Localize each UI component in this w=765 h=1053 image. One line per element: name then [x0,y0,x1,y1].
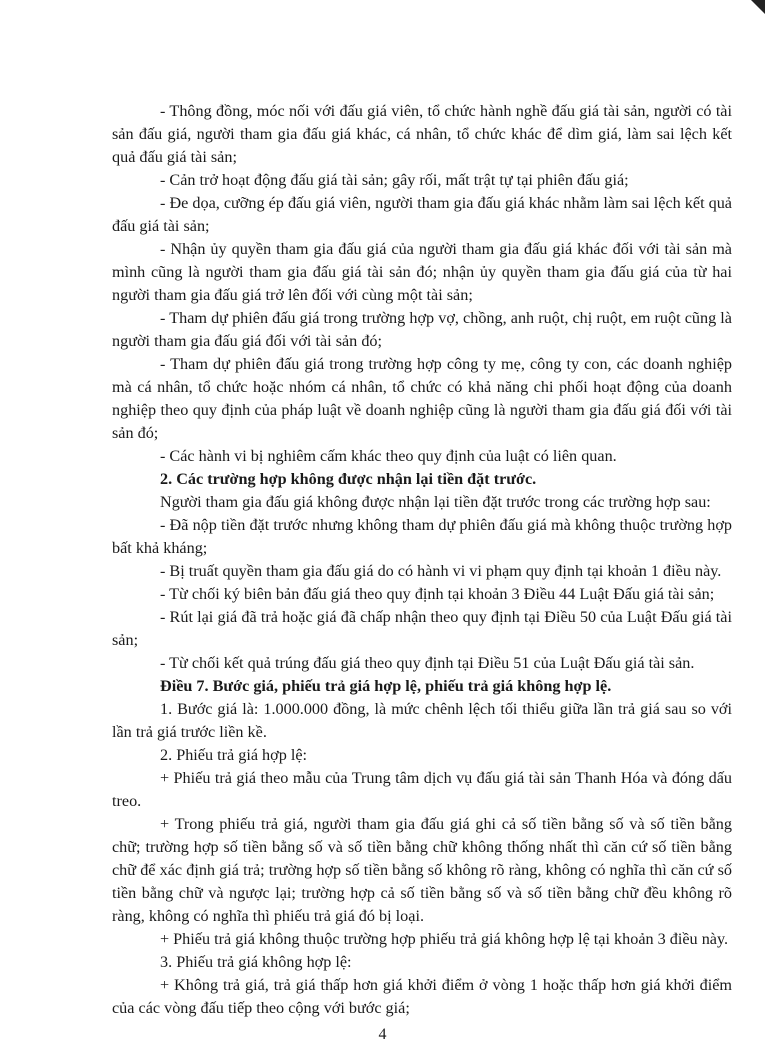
page-number: 4 [378,1026,387,1043]
paragraph-obstruction: - Cản trở hoạt động đấu giá tài sản; gây rối, mất trật tự tại phiên đấu giá; [160,171,629,189]
paragraph-refuse-sign: - Từ chối ký biên bản đấu giá theo quy định tại khoản 3 Điều 44 Luật Đấu giá tài sản; [160,585,715,603]
paragraph-companies: - Tham dự phiên đấu giá trong trường hợp công ty mẹ, công ty con, các doanh nghiệp mà cá nhân, tổ chức hoặc nhóm cá nhân, tổ chức có khả năng chi phối hoạt động của doanh nghiệp theo quy định của pháp luật về doanh nghiệp cũng là người tham gia đấu giá đối với tài sản đó; [112,355,732,442]
heading-article-7: Điều 7. Bước giá, phiếu trả giá hợp lệ, phiếu trả giá không hợp lệ. [160,677,612,695]
paragraph-deposit-intro: Người tham gia đấu giá không được nhận lại tiền đặt trước trong các trường hợp sau: [160,493,711,511]
heading-valid-bid: 2. Phiếu trả giá hợp lệ: [160,746,308,764]
paragraph-amount-rules: + Trong phiếu trả giá, người tham gia đấu giá ghi cả số tiền bằng số và số tiền bằng chữ; trường hợp số tiền bằng số và số tiền bằng chữ không thống nhất thì căn cứ số tiền bằng chữ để xác định giá trả; trường hợp số tiền bằng số không rõ ràng, không có nghĩa thì căn cứ số tiền bằng chữ và ngược lại; trường hợp cả số tiền bằng số và số tiền bằng chữ đều không rõ ràng, không có nghĩa thì phiếu trả giá đó bị loại. [112,815,732,925]
paragraph-not-invalid: + Phiếu trả giá không thuộc trường hợp phiếu trả giá không hợp lệ tại khoản 3 điều này. [160,930,729,948]
paragraph-withdraw-bid: - Rút lại giá đã trả hoặc giá đã chấp nhận theo quy định tại Điều 50 của Luật Đấu giá tài sản; [112,608,732,649]
paragraph-valid-form: + Phiếu trả giá theo mẫu của Trung tâm dịch vụ đấu giá tài sản Thanh Hóa và đóng dấu treo. [112,769,732,810]
paragraph-relatives: - Tham dự phiên đấu giá trong trường hợp vợ, chồng, anh ruột, chị ruột, em ruột cũng là người tham gia đấu giá đối với tài sản đó; [112,309,732,350]
heading-invalid-bid: 3. Phiếu trả giá không hợp lệ: [160,953,352,971]
paragraph-disqualified: - Bị truất quyền tham gia đấu giá do có hành vi vi phạm quy định tại khoản 1 điều này. [160,562,722,580]
heading-deposit-cases: 2. Các trường hợp không được nhận lại tiền đặt trước. [160,470,537,488]
paragraph-no-attendance: - Đã nộp tiền đặt trước nhưng không tham dự phiên đấu giá mà không thuộc trường hợp bất khả kháng; [112,516,732,557]
paragraph-proxy: - Nhận ủy quyền tham gia đấu giá của người tham gia đấu giá khác đối với tài sản mà mình cũng là người tham gia đấu giá tài sản đó; nhận ủy quyền tham gia đấu giá của từ hai người tham gia đấu giá trở lên đối với cùng một tài sản; [112,240,732,304]
corner-mark [751,0,765,14]
paragraph-no-bid: + Không trả giá, trả giá thấp hơn giá khởi điểm ở vòng 1 hoặc thấp hơn giá khởi điểm của các vòng đấu tiếp theo cộng với bước giá; [112,976,732,1017]
paragraph-collusion: - Thông đồng, móc nối với đấu giá viên, tổ chức hành nghề đấu giá tài sản, người có tài sản đấu giá, người tham gia đấu giá khác, cá nhân, tổ chức khác để dìm giá, làm sai lệch kết quả đấu giá tài sản; [112,102,732,166]
paragraph-threat: - Đe dọa, cưỡng ép đấu giá viên, người tham gia đấu giá khác nhằm làm sai lệch kết quả đấu giá tài sản; [112,194,732,235]
paragraph-other-prohibited: - Các hành vi bị nghiêm cấm khác theo quy định của luật có liên quan. [160,447,617,465]
paragraph-price-step: 1. Bước giá là: 1.000.000 đồng, là mức chênh lệch tối thiểu giữa lần trả giá sau so với lần trả giá trước liền kề. [112,700,732,741]
paragraph-refuse-result: - Từ chối kết quả trúng đấu giá theo quy định tại Điều 51 của Luật Đấu giá tài sản. [160,654,695,672]
